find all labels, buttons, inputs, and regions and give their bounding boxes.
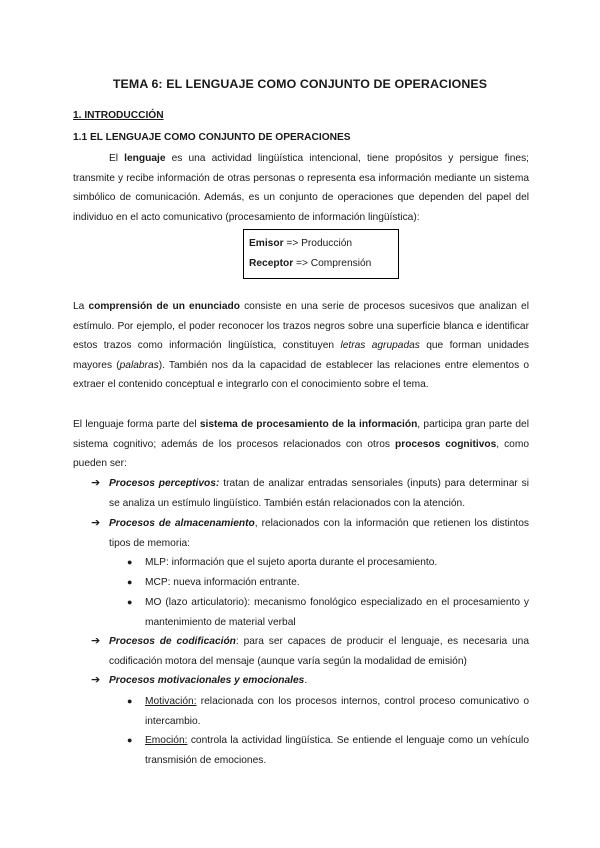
bullet-icon: ● [127,696,133,706]
list-item-almacenamiento: ➔ Procesos de almacenamiento, relacionados con la información que retienen los distintos tipos de memoria: [91,514,529,553]
list-item-mcp: ● MCP: nueva información entrante. [127,573,529,593]
subsection-heading: 1.1 EL LENGUAJE COMO CONJUNTO DE OPERACIONES [73,132,351,143]
bullet-icon: ● [127,577,133,587]
arrow-icon: ➔ [91,477,101,489]
list-item-motivacion: ● Motivación: relacionada con los procesos internos, control proceso comunicativo o intercambio. [127,692,529,731]
paragraph-lenguaje: El lenguaje es una actividad lingüística intencional, tiene propósitos y persigue fines; transmite y recibe información de otras personas o representa esa información mediante un sistema simbólico de comunicación. Además, es un conjunto de operaciones que dependen del papel del individuo en el acto comunicativo (procesamiento de información lingüística): [73,153,529,223]
paragraph-sistema: El lenguaje forma parte del sistema de procesamiento de la información, participa gran parte del sistema cognitivo; además de los procesos relacionados con otros procesos cognitivos, como pueden ser: [73,419,530,470]
paragraph-comprension: La comprensión de un enunciado consiste en una serie de procesos sucesivos que analizan el estímulo. Por ejemplo, el poder reconocer los trazos negros sobre una superficie blanca e identificar estos trazos como información lingüística, constituyen letras agrupadas que forman unidades mayores (palabras). También nos da la capacidad de establecer las relaciones entre elementos o extraer el contenido conceptual e integrarlo con el conocimiento sobre el tema. [73,301,529,391]
page-title: TEMA 6: EL LENGUAJE COMO CONJUNTO DE OPERACIONES [112,77,488,91]
term-sistema: sistema de procesamiento de la información [199,419,418,430]
list-item-mlp: ● MLP: información que el sujeto aporta durante el procesamiento. [127,553,529,573]
list-item-codificacion: ➔ Procesos de codificación: para ser capaces de producir el lenguaje, es necesaria una codificación motora del mensaje (aunque varía según la modalidad de emisión) [91,632,529,671]
bullet-icon: ● [127,557,133,567]
list-item-emocion: ● Emoción: controla la actividad lingüística. Se entiende el lenguaje como un vehículo transmisión de emociones. [127,731,529,770]
box-line-emisor: Emisor => Producción [249,238,353,249]
list-item-motivacionales: ➔ Procesos motivacionales y emocionales. [91,671,529,691]
list-item-perceptivos: ➔ Procesos perceptivos: tratan de analizar entradas sensoriales (inputs) para determinar si se analiza un estímulo lingüístico. También están relacionados con la atención. [91,474,529,513]
term-procesos-cognitivos: procesos cognitivos [395,438,497,450]
bullet-icon: ● [127,597,133,607]
arrow-icon: ➔ [91,674,101,686]
section-heading-introduccion: 1. INTRODUCCIÓN [73,110,164,121]
arrow-icon: ➔ [91,517,101,529]
arrow-icon: ➔ [91,635,101,647]
bullet-icon: ● [127,735,133,745]
list-item-mo: ● MO (lazo articulatorio): mecanismo fonológico especializado en el procesamiento y mantenimiento de material verbal [127,593,529,632]
term-comprension: comprensión de un enunciado [88,301,240,312]
emisor-receptor-box [243,229,399,279]
term-lenguaje: lenguaje [124,153,166,164]
box-line-receptor: Receptor => Comprensión [249,258,372,269]
